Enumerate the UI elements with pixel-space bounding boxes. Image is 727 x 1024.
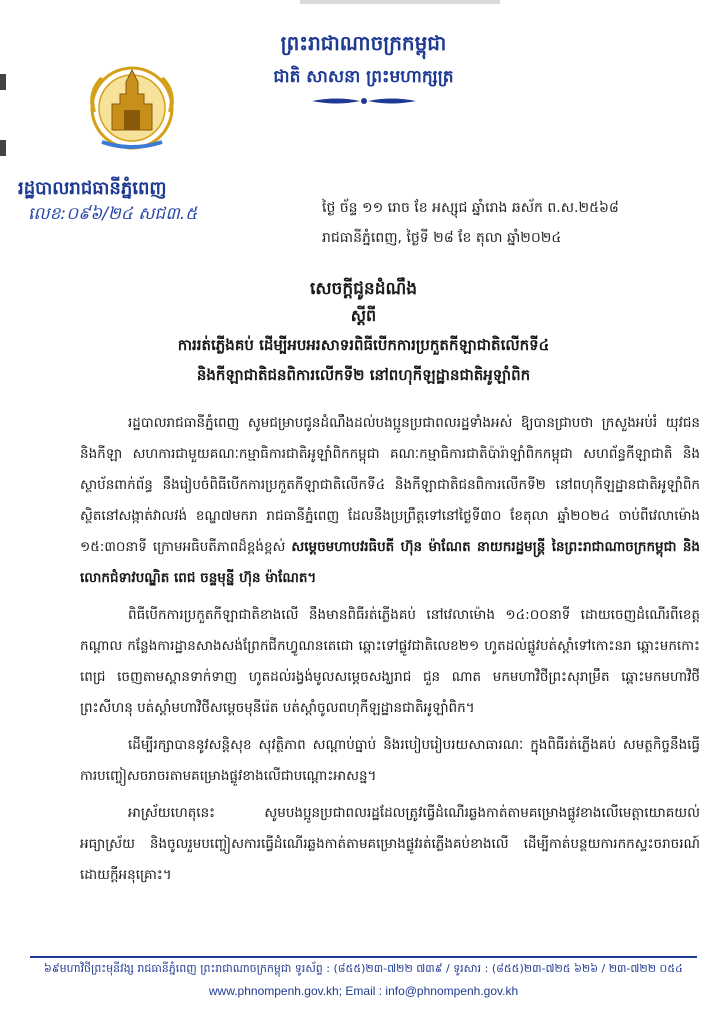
paragraph-text: រដ្ឋបាលរាជធានីភ្នំពេញ សូមជម្រាបជូនដំណឹងដល់បងប្អូនប្រជាពលរដ្ឋទាំងអស់ ឱ្យបានជ្រាបថា ក្រសួងអប់រំ យុវជន និងកីឡា សហការជាមួយគណៈកម្មាធិការជាតិអូឡាំពិកកម្ពុជា គណៈកម្មាធិការជាតិប៉ារ៉ាឡាំពិកកម្ពុជា សហព័ន្ធកីឡាជាតិ និងស្ថាប័នពាក់ព័ន្ធ នឹងរៀបចំពិធីបើកការប្រកួតកីឡាជាតិលើកទី៤ និងកីឡាជាតិជនពិការលើកទី២ នៅពហុកីឡដ្ឋានជាតិអូឡាំពិក ស្ថិតនៅសង្កាត់វាលវង់ ខណ្ឌ៧មករា រាជធានីភ្នំពេញ ដែលនឹងប្រព្រឹត្តទៅនៅថ្ងៃទី៣០ ខែតុលា ឆ្នាំ២០២៤ ចាប់ពីវេលាម៉ោង ១៥:៣០នាទី ក្រោមអធិបតីភាពដ៏ខ្ពង់ខ្ពស់ xyxy=(80,415,700,555)
subject-line: ការរត់ភ្លើងគប់ ដើម្បីអបអរសាទរពិធីបើកការប្រកួតកីឡាជាតិលើកទី៤ xyxy=(177,336,550,354)
footer-address: ៦៩មហាវិថីព្រះមុនីវង្ស រាជធានីភ្នំពេញ ព្រះរាជាណាចក្រកម្ពុជា ទូរស័ព្ទ : (៨៥៥)២៣-៧២២ ៧៣៩ / ទូរសារ : (៨៥៥)២៣-៧២៥ ៦២៦ / ២៣-៧២២ ០៥៤ xyxy=(44,962,683,975)
national-motto: ជាតិ សាសនា ព្រះមហាក្សត្រ xyxy=(273,67,454,87)
dignitary-names: សម្តេចមហាបវរធិបតី ហ៊ុន ម៉ាណែត នាយករដ្ឋមន្ត្រី នៃព្រះរាជាណាចក្រកម្ពុជា និងលោកជំទាវបណ្ឌិត ពេជ ចន្ទមុន្នី ហ៊ុន ម៉ាណែត។ xyxy=(80,539,700,586)
footer-contact: www.phnompenh.gov.kh; Email : info@phnompenh.gov.kh xyxy=(208,984,519,998)
subject-line: និងកីឡាជាតិជនពិការលើកទី២ នៅពហុកីឡដ្ឋានជាតិអូឡាំពិក xyxy=(196,366,531,384)
scan-artifact xyxy=(300,0,500,4)
body-paragraph: ពិធីបើកការប្រកួតកីឡាជាតិខាងលើ នឹងមានពិធីរត់ភ្លើងគប់ នៅវេលាម៉ោង ១៤:០០នាទី ដោយចេញដំណើរពីខេត្តកណ្តាល កន្លែងការដ្ឋានសាងសង់ព្រែកជីកហ្វូណនតេជោ ឆ្ពោះទៅផ្លូវជាតិលេខ២១ ហូតដល់ផ្លូវបត់ស្តាំទៅកោះនរា ឆ្ពោះមកកោះពេជ្រ ចេញតាមស្ពានទាក់ទាញ ហូតដល់រង្វង់មូលសម្តេចសង្ឃរាជ ជួន ណាត មកមហាវិថីព្រះសុរាម្រឹត ឆ្ពោះមកមហាវិថីព្រះសីហនុ បត់ស្តាំមហាវិថីសម្តេចមុនីរ៉េត បត់ស្តាំចូលពហុកីឡដ្ឋានជាតិអូឡាំពិក។ xyxy=(80,607,700,716)
document-title: សេចក្តីជូនដំណឹង xyxy=(309,279,418,299)
kingdom-heading: ព្រះរាជាណាចក្រកម្ពុជា xyxy=(280,31,447,55)
coat-of-arms-icon xyxy=(80,52,184,156)
body-paragraph: ដើម្បីរក្សាបាននូវសន្តិសុខ សុវត្ថិភាព សណ្តាប់ធ្នាប់ និងរបៀបរៀបរយសាធារណៈ ក្នុងពិធីរត់ភ្លើងគប់ សមត្ថកិច្ចនឹងធ្វើការបញ្ចៀសចរាចរតាមគម្រោងផ្លូវខាងលើជាបណ្តោះអាសន្ន។ xyxy=(80,737,700,784)
ornament-divider-icon xyxy=(310,96,418,106)
reference-number: លេខ:០៩៦/២៤ សជ៣.៥ xyxy=(28,204,198,224)
notice-body xyxy=(80,408,700,897)
lunar-date: ថ្ងៃ ច័ន្ទ ១១ រោច ខែ អស្សុជ ឆ្នាំរោង ឆស័ក ព.ស.២៥៦៨ xyxy=(322,200,619,216)
subject-label: ស្តីពី xyxy=(350,306,377,325)
body-paragraph: អាស្រ័យហេតុនេះ សូមបងប្អូនប្រជាពលរដ្ឋដែលត្រូវធ្វើដំណើរឆ្លងកាត់តាមគម្រោងផ្លូវខាងលើមេត្តាយោគយល់ អធ្យាស្រ័យ និងចូលរួមបញ្ចៀសការធ្វើដំណើរឆ្លងកាត់តាមគម្រោងផ្លូវរត់ភ្លើងគប់ខាងលើ ដើម្បីកាត់បន្ថយការកកស្ទះចរាចរណ៍ដោយក្តីអនុគ្រោះ។ xyxy=(80,805,700,883)
footer-divider xyxy=(30,956,697,958)
issuing-authority: រដ្ឋបាលរាជធានីភ្នំពេញ xyxy=(18,178,167,199)
binding-mark xyxy=(0,140,6,156)
issue-date: រាជធានីភ្នំពេញ, ថ្ងៃទី ២៨ ខែ តុលា ឆ្នាំ២០២៤ xyxy=(322,230,562,246)
body-paragraph xyxy=(80,408,700,594)
